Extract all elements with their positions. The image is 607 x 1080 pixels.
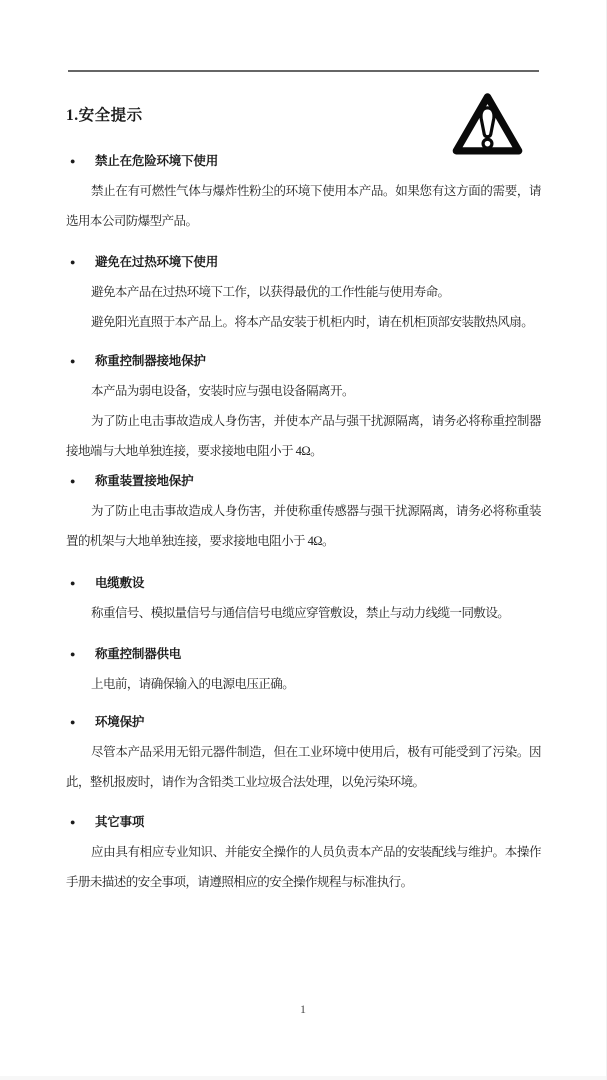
section-controller-power	[66, 639, 541, 699]
section-other-matters	[66, 807, 541, 897]
section-device-grounding	[66, 466, 541, 556]
bullet-icon: ●	[70, 476, 76, 486]
bullet-icon: ●	[70, 578, 76, 588]
section-paragraph: 禁止在有可燃性气体与爆炸性粉尘的环境下使用本产品。如果您有这方面的需要，请选用本公司防爆型产品。	[66, 184, 541, 228]
section-no-hazardous-env	[66, 146, 541, 236]
section-header	[66, 568, 541, 598]
section-heading: 环境保护	[95, 715, 145, 729]
bullet-icon: ●	[70, 649, 76, 659]
section-header	[66, 146, 541, 176]
section-heading: 称重装置接地保护	[95, 474, 194, 488]
section-paragraph: 称重信号、模拟量信号与通信信号电缆应穿管敷设，禁止与动力线缆一同敷设。	[91, 606, 510, 620]
section-header	[66, 807, 541, 837]
section-cable-laying	[66, 568, 541, 628]
bullet-icon: ●	[70, 356, 76, 366]
section-header	[66, 466, 541, 496]
section-paragraph: 避免本产品在过热环境下工作，以获得最优的工作性能与使用寿命。	[91, 285, 450, 299]
section-header	[66, 346, 541, 376]
bullet-icon: ●	[70, 156, 76, 166]
section-paragraph: 上电前，请确保输入的电源电压正确。	[91, 677, 295, 691]
page-content	[66, 0, 541, 897]
section-avoid-overheat	[66, 247, 541, 337]
section-heading: 称重控制器供电	[95, 647, 182, 661]
section-paragraph: 为了防止电击事故造成人身伤害，并使本产品与强干扰源隔离，请务必将称重控制器接地端与大地单独连接，要求接地电阻小于 4Ω。	[66, 414, 541, 458]
section-heading: 电缆敷设	[95, 576, 145, 590]
bullet-icon: ●	[70, 717, 76, 727]
page-title: 1.安全提示	[66, 107, 143, 124]
section-paragraph: 应由具有相应专业知识、并能安全操作的人员负责本产品的安装配线与维护。本操作手册未描述的安全事项，请遵照相应的安全操作规程与标准执行。	[66, 845, 541, 889]
section-header	[66, 639, 541, 669]
bullet-icon: ●	[70, 817, 76, 827]
section-paragraph: 为了防止电击事故造成人身伤害，并使称重传感器与强干扰源隔离，请务必将称重装置的机架与大地单独连接，要求接地电阻小于 4Ω。	[66, 504, 541, 548]
section-heading: 禁止在危险环境下使用	[95, 154, 219, 168]
section-header	[66, 247, 541, 277]
section-paragraph: 避免阳光直照于本产品上。将本产品安装于机柜内时，请在机柜顶部安装散热风扇。	[91, 315, 534, 329]
section-heading: 其它事项	[95, 815, 145, 829]
section-environment-protection	[66, 707, 541, 797]
section-header	[66, 707, 541, 737]
section-heading: 避免在过热环境下使用	[95, 255, 219, 269]
page-number: 1	[300, 1002, 306, 1016]
section-heading: 称重控制器接地保护	[95, 354, 206, 368]
section-paragraph: 尽管本产品采用无铅元器件制造，但在工业环境中使用后，极有可能受到了污染。因此，整机报废时，请作为含铅类工业垃圾合法处理，以免污染环境。	[66, 745, 541, 789]
section-paragraph: 本产品为弱电设备，安装时应与强电设备隔离开。	[91, 384, 354, 398]
bullet-icon: ●	[70, 257, 76, 267]
section-controller-grounding	[66, 346, 541, 466]
